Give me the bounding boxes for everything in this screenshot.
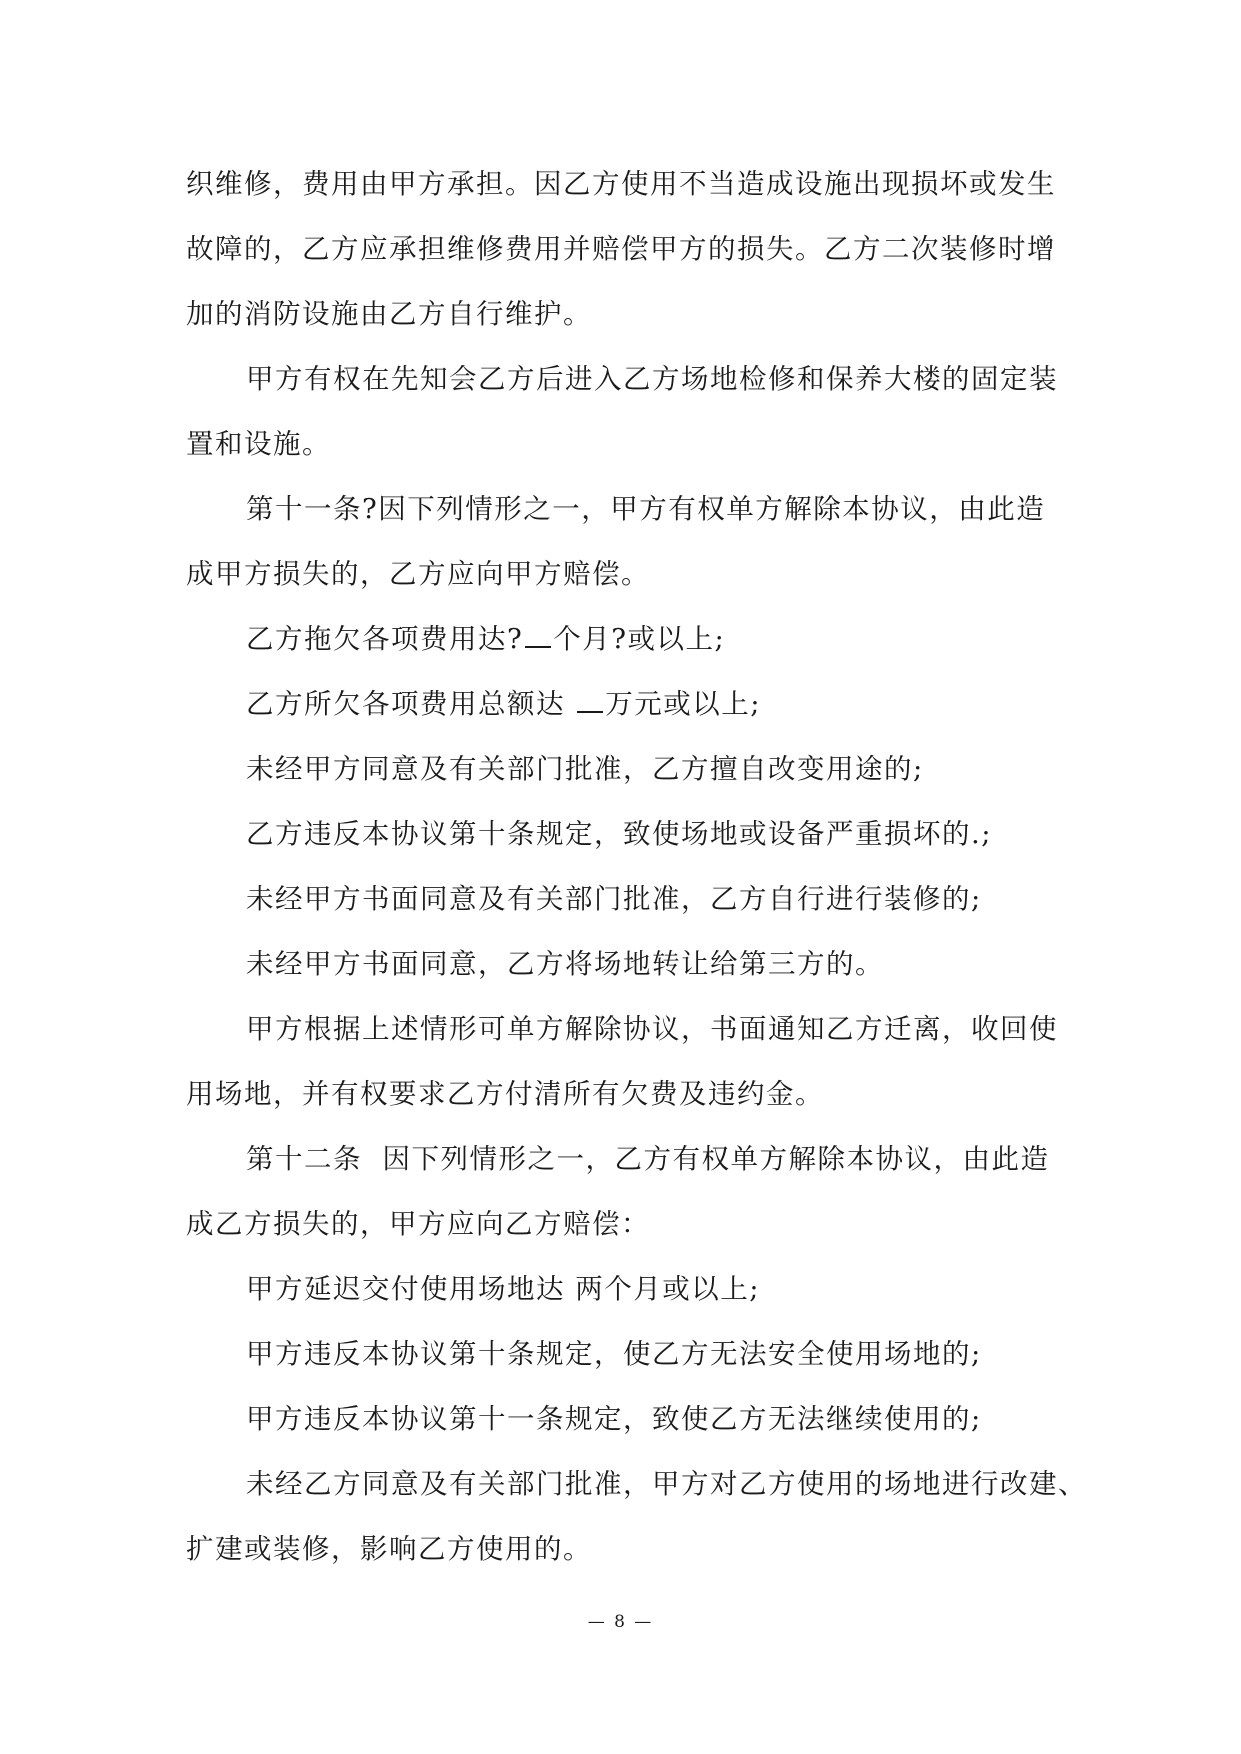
text-line: 置和设施。 <box>186 428 331 460</box>
text-line: 加的消防设施由乙方自行维护。 <box>186 298 592 330</box>
clause-11-heading: 第十一条?因下列情形之一，甲方有权单方解除本协议，由此造 <box>246 493 1046 525</box>
line-text-after-blank: 个月?或以上; <box>553 623 726 655</box>
text-line-with-blank <box>186 672 1091 737</box>
text-line: 未经甲方同意及有关部门批准，乙方擅自改变用途的; <box>246 753 924 785</box>
text-line: 未经甲方书面同意及有关部门批准，乙方自行进行装修的; <box>246 883 982 915</box>
line-text-after-blank: 万元或以上; <box>605 688 762 720</box>
text-line: 织维修，费用由甲方承担。因乙方使用不当造成设施出现损坏或发生 <box>186 168 1056 200</box>
text-line: 甲方根据上述情形可单方解除协议，书面通知乙方迁离，收回使 <box>246 1013 1058 1045</box>
text-line: 甲方违反本协议第十一条规定，致使乙方无法继续使用的; <box>246 1403 982 1435</box>
body-text <box>186 152 1091 1582</box>
text-line: 扩建或装修，影响乙方使用的。 <box>186 1533 592 1565</box>
text-line: 用场地，并有权要求乙方付清所有欠费及违约金。 <box>186 1078 824 1110</box>
line-text-before-blank: 乙方拖欠各项费用达? <box>246 623 524 655</box>
fill-in-blank <box>577 689 603 713</box>
text-line: 乙方违反本协议第十条规定，致使场地或设备严重损坏的.; <box>246 818 993 850</box>
text-line: 未经乙方同意及有关部门批准，甲方对乙方使用的场地进行改建、 <box>246 1468 1087 1500</box>
text-line: 未经甲方书面同意，乙方将场地转让给第三方的。 <box>246 948 884 980</box>
text-line: 甲方有权在先知会乙方后进入乙方场地检修和保养大楼的固定装 <box>246 363 1058 395</box>
text-line: 成甲方损失的，乙方应向甲方赔偿。 <box>186 558 650 590</box>
text-line: 甲方延迟交付使用场地达 两个月或以上; <box>246 1273 761 1305</box>
text-line-with-blank <box>186 607 1091 672</box>
text-line: 成乙方损失的，甲方应向乙方赔偿： <box>186 1208 650 1240</box>
clause-12-heading: 第十二条 因下列情形之一，乙方有权单方解除本协议，由此造 <box>246 1143 1050 1175</box>
text-line: 甲方违反本协议第十条规定，使乙方无法安全使用场地的; <box>246 1338 982 1370</box>
page-number: — 8 — <box>587 1612 654 1632</box>
fill-in-blank <box>525 624 551 648</box>
text-line: 故障的，乙方应承担维修费用并赔偿甲方的损失。乙方二次装修时增 <box>186 233 1056 265</box>
line-text-before-blank: 乙方所欠各项费用总额达 <box>246 688 576 720</box>
